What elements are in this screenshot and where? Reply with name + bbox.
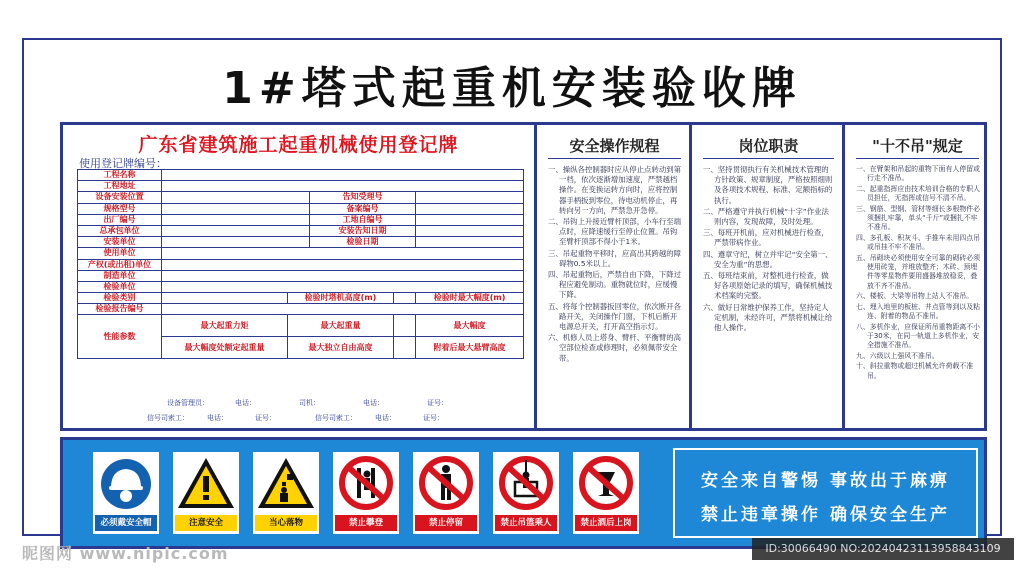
info-panel	[60, 122, 987, 431]
sign-label: 证号：	[255, 414, 276, 422]
safety-signs-panel	[60, 437, 987, 549]
list-item: 二、吊钩上升接近臂杆顶部，小车行至端点时，应降速缓行至停止位置。吊钩至臂杆顶部不得小于1米。	[548, 217, 682, 247]
field-value	[162, 304, 524, 315]
no-drinking-icon	[573, 452, 639, 514]
field-label: 安装告知日期	[310, 225, 416, 236]
field-value	[162, 237, 310, 248]
table-row	[78, 248, 524, 259]
sign-label: 信号司索工：	[315, 414, 357, 422]
list-item: 六、做好日常维护保养工作，坚持定人定机制，未经许可，严禁将机械让给他人操作。	[703, 302, 833, 333]
ten-rules-column	[848, 125, 987, 428]
list-item: 一、在臂架和吊起的重物下面有人停留或行走不准吊。	[856, 165, 981, 183]
list-item: 一、操纵各控制器时应从停止点转动到第一档，依次逐渐增加速度，严禁越档操作。在变换运转方向时，应将控制器手柄扳到零位，待电动机停止，再转向另一方向，严禁急开急停。	[548, 165, 682, 215]
sign-label: 当心落物	[255, 515, 317, 531]
sign-label: 禁止酒后上岗	[575, 515, 637, 531]
sign-line-1	[77, 398, 523, 408]
sign-label: 注意安全	[175, 515, 237, 531]
field-label: 最大幅度	[416, 315, 524, 337]
watermark-id: ID:30066490 NO:20240423113958843109	[752, 538, 1014, 560]
sign-helmet	[93, 452, 159, 534]
field-label: 使用单位	[78, 248, 162, 259]
sign-falling-objects	[253, 452, 319, 534]
list-item: 九、六级以上强风不准吊。	[856, 351, 939, 360]
field-value	[162, 225, 310, 236]
field-label: 检验报告编号	[78, 304, 162, 315]
sign-label: 证号：	[423, 414, 444, 422]
field-value	[162, 214, 310, 225]
table-row	[78, 237, 524, 248]
list-item: 四、吊起重物后，严禁自由下降，下降过程应避免制动。重物就位时，应缓慢下降。	[548, 270, 682, 300]
sign-no-climbing	[333, 452, 399, 534]
sign-label: 证号：	[427, 399, 448, 407]
board-title: 1#塔式起重机安装验收牌	[222, 63, 802, 114]
sign-label: 设备管理员：	[167, 399, 209, 407]
falling-object-icon	[253, 452, 319, 514]
field-value	[162, 203, 310, 214]
safety-signs-row	[71, 448, 661, 538]
table-row	[78, 259, 524, 270]
field-label: 检验时塔机高度(m)	[288, 293, 394, 304]
registration-number-label: 使用登记牌编号：	[79, 157, 167, 170]
field-value	[162, 293, 288, 304]
field-value	[162, 192, 310, 203]
field-value	[162, 248, 524, 259]
list-item: 二、起重指挥应由技术培训合格的专职人员担任，无指挥或信号不清不吊。	[856, 184, 981, 203]
field-label: 检验日期	[310, 237, 416, 248]
list-item: 四、遵章守纪，树立并牢记“安全第一、安全为重”的思想。	[703, 249, 833, 269]
field-value	[394, 337, 416, 359]
field-label: 总承包单位	[78, 225, 162, 236]
field-label: 告知受理号	[310, 192, 416, 203]
field-value	[394, 315, 416, 337]
safety-rules-list	[548, 165, 683, 365]
field-label: 设备安装位置	[78, 192, 162, 203]
sign-no-standing	[413, 452, 479, 534]
slogan-box	[673, 448, 978, 538]
list-item: 三、吊起重物平移时，应高出其跨越的障碍物0.5米以上。	[548, 248, 682, 268]
field-value	[416, 192, 524, 203]
field-label: 备案编号	[310, 203, 416, 214]
list-item: 六、机修人员上塔身、臂杆、平衡臂的高空部位检查或修理时，必须佩带安全带。	[548, 333, 682, 363]
ten-rules-list	[856, 165, 981, 382]
duties-list	[703, 165, 836, 334]
field-label: 制造单位	[78, 270, 162, 281]
field-label: 最大幅度处额定起重量	[162, 337, 288, 359]
registration-table	[77, 169, 524, 359]
field-label: 工地自编号	[310, 214, 416, 225]
list-item: 五、吊砌块必须使用安全可靠的砌砖必须使用砖笼，并堆放整齐；木砖、预埋件等零星物件要用盛器堆放稳妥，叠放不齐不准吊。	[856, 253, 981, 290]
list-item: 五、每班结束前，对整机进行检查，做好各项原始记录的填写，确保机械技术档案的完整。	[703, 271, 833, 301]
performance-group-text: 性能参数	[103, 331, 136, 341]
field-value	[394, 293, 416, 304]
field-value	[416, 237, 524, 248]
sign-label: 信号司索工：	[147, 414, 189, 422]
warning-icon	[173, 452, 239, 514]
ten-rules-title: "十不吊"规定	[856, 133, 979, 159]
no-riding-basket-icon	[493, 452, 559, 514]
field-value	[162, 281, 524, 292]
field-label: 附着后最大悬臂高度	[416, 337, 524, 359]
table-row	[78, 225, 524, 236]
table-row	[78, 270, 524, 281]
list-item: 一、坚持贯彻执行有关机械技术管理的方针政策、规章制度，严格按照细则及各项技术规程、标准、定额指标的执行。	[703, 165, 833, 205]
table-row	[78, 203, 524, 214]
sign-label: 禁止停留	[415, 515, 477, 531]
duties-column	[695, 125, 845, 428]
list-item: 八、多机作业，应保证所吊重物距离不小于30米，在同一轨道上多机作业，安全措施不准吊。	[856, 322, 981, 350]
table-row	[78, 304, 524, 315]
table-row	[78, 181, 524, 192]
field-label: 安装单位	[78, 237, 162, 248]
sign-label: 电话：	[207, 414, 228, 422]
field-label: 检验时最大幅度(m)	[416, 293, 524, 304]
field-label: 检验单位	[78, 281, 162, 292]
list-item: 二、严格遵守并执行机械“十字”作业法则内容，发现故障，及时处理。	[703, 206, 829, 227]
field-label: 规格型号	[78, 203, 162, 214]
duties-title: 岗位职责	[703, 133, 834, 159]
table-row	[78, 214, 524, 225]
table-row	[78, 170, 524, 181]
list-item: 六、楼板、大梁等吊物上站人不准吊。	[856, 292, 974, 301]
field-value	[416, 203, 524, 214]
field-value	[162, 181, 524, 192]
field-value	[162, 259, 524, 270]
sign-label: 电话：	[235, 399, 256, 407]
field-label: 最大起重力矩	[162, 315, 288, 337]
field-label: 检验类别	[78, 293, 162, 304]
helmet-icon	[93, 452, 159, 514]
no-climbing-icon	[333, 452, 399, 514]
list-item: 三、钢筋、型钢、管材等细长多根物件必须捆扎牢靠，单头“千斤”或捆扎不牢不准吊。	[856, 204, 981, 232]
slogan-line-2: 禁止违章操作 确保安全生产	[701, 505, 950, 525]
field-label: 最大起重量	[288, 315, 394, 337]
safety-rules-title: 安全操作规程	[548, 133, 681, 159]
list-item: 十、斜拉重物或超过机械允许荷载不准吊。	[856, 362, 974, 380]
sign-label: 电话：	[363, 399, 384, 407]
field-label: 最大独立自由高度	[288, 337, 394, 359]
registration-title: 广东省建筑施工起重机械使用登记牌	[138, 134, 459, 156]
list-item: 四、多孔板、积灰斗、手推车未用四点吊或吊挂不牢不准吊。	[856, 233, 981, 252]
table-row	[78, 293, 524, 304]
table-row	[78, 192, 524, 203]
signboard	[22, 38, 1002, 536]
sign-no-riding-basket	[493, 452, 559, 534]
table-row	[78, 315, 524, 337]
sign-caution	[173, 452, 239, 534]
field-label: 出厂编号	[78, 214, 162, 225]
field-value	[162, 170, 524, 181]
no-standing-icon	[413, 452, 479, 514]
sign-label: 禁止吊篮乘人	[495, 515, 557, 531]
watermark-site: 昵图网 www.nipic.com	[22, 544, 229, 563]
table-row	[78, 281, 524, 292]
sign-label: 司机：	[299, 399, 320, 407]
sign-no-drinking	[573, 452, 639, 534]
list-item: 五、将每个控制器扳回零位，依次断开各路开关，关闭操作门窗，下机后断开电源总开关，打开高空指示灯。	[548, 301, 682, 332]
field-value	[416, 225, 524, 236]
field-value	[162, 270, 524, 281]
sign-label: 禁止攀登	[335, 515, 397, 531]
sign-label: 必须戴安全帽	[95, 515, 157, 531]
performance-group-label	[78, 315, 162, 359]
sign-line-2	[77, 413, 523, 423]
registration-card	[63, 125, 537, 428]
list-item: 三、每班开机前，应对机械进行检查，严禁带病作业。	[703, 228, 829, 248]
field-value	[416, 214, 524, 225]
field-label: 工程名称	[78, 170, 162, 181]
list-item: 七、埋入地里的板桩、井点管等到以及粘连、附着的物品不准吊。	[856, 302, 981, 321]
sign-label: 电话：	[375, 414, 396, 422]
slogan-line-1: 安全来自警惕 事故出于麻痹	[701, 471, 950, 491]
field-label: 工程地址	[78, 181, 162, 192]
field-label: 产权(或出租)单位	[78, 259, 162, 270]
safety-rules-column	[540, 125, 692, 428]
